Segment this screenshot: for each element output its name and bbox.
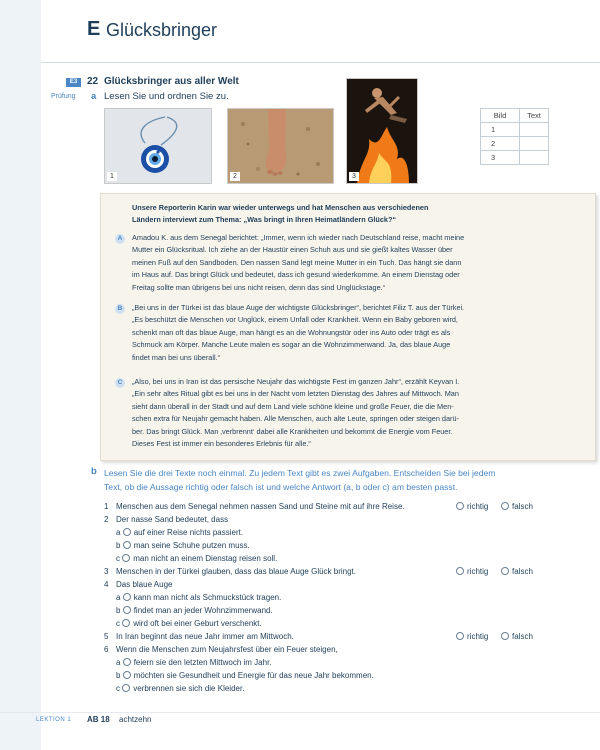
question-number: 4 (104, 580, 109, 589)
text-line: Mutter ein Glücksritual. Ich ziehe an der Haustür einen Schuh aus und sie gießt kaltes Wasser über (132, 245, 453, 255)
reading-text-box (100, 193, 596, 461)
option-text: man seine Schuhe putzen muss. (133, 541, 250, 550)
option-letter: a (116, 528, 121, 537)
text-line: schen extra für Neujahr gemacht haben. Alle Menschen, auch alte Leute, springen oder steigen darü- (132, 414, 459, 424)
photo-number: 3 (349, 172, 359, 181)
text-line: Amadou K. aus dem Senegal berichtet: „Immer, wenn ich wieder nach Deutschland reise, macht meine (132, 233, 465, 242)
option-text: findet man an jeder Wohnzimmerwand. (133, 606, 273, 615)
instruction-line: Text, ob die Aussage richtig oder falsch ist und welche Antwort (a, b oder c) am besten passt. (104, 482, 458, 492)
text-line: Freitag sollte man übrigens bei uns nicht reisen, denn das sind Unglückstage.“ (132, 282, 386, 292)
option-letter: b (116, 671, 121, 680)
task-a-label: a (91, 91, 97, 102)
q6-option-b[interactable] (116, 671, 374, 680)
question-number: 1 (104, 502, 109, 511)
section-title: Glücksbringer (106, 20, 218, 40)
text-line: meinen Fuß auf den Sandboden. Den nassen Sand legt meine Mutter in ein Tuch. Das hängt sie dann (132, 257, 462, 267)
photo-foot-sand (227, 108, 334, 184)
radio-circle-icon[interactable] (123, 541, 131, 549)
paragraph-badge-a: A (115, 234, 125, 244)
footer-lektion: LEKTION 1 (36, 717, 72, 723)
radio-circle-icon[interactable] (122, 684, 130, 692)
q5-richtig-option[interactable] (456, 632, 488, 641)
richtig-label: richtig (467, 502, 489, 511)
option-letter: a (116, 658, 121, 667)
photo-number: 1 (107, 172, 117, 181)
radio-circle-icon[interactable] (501, 632, 509, 640)
q5-falsch-option[interactable] (501, 632, 533, 641)
task-b-instruction (104, 466, 544, 494)
q1-richtig-option[interactable] (456, 502, 488, 511)
falsch-label: falsch (512, 567, 533, 576)
text-line: „Es beschützt die Menschen vor Unglück, einem Unfall oder Krankheit. Wenn ein Baby geboren wird, (132, 315, 458, 325)
radio-circle-icon[interactable] (122, 619, 130, 627)
intro-line: Unsere Reporterin Karin war wieder unterwegs und hat Menschen aus verschiedenen (132, 203, 429, 212)
task-b-label: b (91, 466, 97, 477)
question-4-text: Das blaue Auge (116, 580, 173, 589)
option-letter: b (116, 606, 121, 615)
text-line: „Ein sehr altes Ritual gibt es bei uns in der Nacht vom letzten Dienstag des Jahres auf Mittwoch. Man (132, 389, 459, 399)
q6-option-a[interactable] (116, 658, 272, 667)
footer-divider (0, 712, 600, 713)
option-text: kann man nicht als Schmuckstück tragen. (133, 593, 282, 602)
grid-row-num: 2 (481, 137, 520, 151)
radio-circle-icon[interactable] (456, 632, 464, 640)
task-a-instruction: Lesen Sie und ordnen Sie zu. (104, 91, 229, 102)
photo-evil-eye (104, 108, 212, 184)
option-text: verbrennen sie sich die Kleider. (133, 684, 245, 693)
exercise-title: Glücksbringer aus aller Welt (104, 76, 239, 87)
option-letter: b (116, 541, 121, 550)
radio-circle-icon[interactable] (456, 567, 464, 575)
grid-header-text: Text (520, 109, 549, 123)
pruefung-label: Prüfung (51, 93, 76, 100)
text-line: „Bei uns in der Türkei ist das blaue Auge der wichtigste Glücksbringer“, berichtet Filiz T. aus der Türkei. (132, 303, 465, 312)
radio-circle-icon[interactable] (501, 502, 509, 510)
exercise-badge: E3 (66, 78, 81, 87)
section-letter: E (87, 18, 101, 40)
q1-falsch-option[interactable] (501, 502, 533, 511)
text-line: „Also, bei uns in Iran ist das persische Neujahr das wichtigste Fest im ganzen Jahr“, erzählt Keyvan I. (132, 377, 460, 386)
q6-option-c[interactable] (116, 684, 244, 693)
matching-grid (480, 108, 549, 165)
option-text: man nicht an einem Dienstag reisen soll. (133, 554, 278, 563)
grid-answer-cell[interactable] (520, 137, 549, 151)
falsch-label: falsch (512, 502, 533, 511)
radio-circle-icon[interactable] (123, 658, 131, 666)
question-2-text: Der nasse Sand bedeutet, dass (116, 515, 229, 524)
intro-line: Ländern interviewt zum Thema: „Was bringt in Ihren Heimatländern Glück?“ (132, 215, 397, 224)
radio-circle-icon[interactable] (122, 554, 130, 562)
option-letter: c (116, 619, 120, 628)
radio-circle-icon[interactable] (123, 606, 131, 614)
q4-option-a[interactable] (116, 593, 281, 602)
photo-number: 2 (230, 172, 240, 181)
richtig-label: richtig (467, 567, 489, 576)
footer-page-word: achtzehn (119, 715, 152, 724)
option-text: wird oft bei einer Geburt verschenkt. (133, 619, 262, 628)
question-1-text: Menschen aus dem Senegal nehmen nassen Sand und Steine mit auf ihre Reise. (116, 502, 405, 511)
grid-row-num: 3 (481, 151, 520, 165)
radio-circle-icon[interactable] (123, 593, 131, 601)
instruction-line: Lesen Sie die drei Texte noch einmal. Zu jedem Text gibt es zwei Aufgaben. Entscheiden Sie bei jedem (104, 468, 496, 478)
grid-answer-cell[interactable] (520, 123, 549, 137)
grid-header-bild: Bild (481, 109, 520, 123)
radio-circle-icon[interactable] (123, 671, 131, 679)
question-number: 2 (104, 515, 109, 524)
text-line: schenkt man oft das blaue Auge, man hängt es an die Wohnungstür oder ins Auto oder trägt es als (132, 327, 451, 337)
option-letter: c (116, 554, 120, 563)
richtig-label: richtig (467, 632, 489, 641)
question-number: 6 (104, 645, 109, 654)
text-line: sieht dann überall in der Stadt und auf dem Land viele schöne kleine und große Feuer, die die Men- (132, 401, 454, 411)
grid-answer-cell[interactable] (520, 151, 549, 165)
option-letter: c (116, 684, 120, 693)
radio-circle-icon[interactable] (501, 567, 509, 575)
paragraph-badge-b: B (115, 304, 125, 314)
text-line: ber. Das bringt Glück. Man ‚verbrennt‘ dabei alle Krankheiten und bekommt die Energie vom Feuer. (132, 426, 453, 436)
text-intro (132, 202, 587, 226)
falsch-label: falsch (512, 632, 533, 641)
text-line: im Haus auf. Das bringt Glück und bedeutet, dass ich gesund wiederkomme. An einem Dienstag oder (132, 270, 460, 280)
text-line: Schmuck am Körper. Manche Leute malen es sogar an die Wohnzimmerwand. Ja, das blaue Auge (132, 340, 451, 350)
question-6-text: Wenn die Menschen zum Neujahrsfest über ein Feuer steigen, (116, 645, 338, 654)
radio-circle-icon[interactable] (456, 502, 464, 510)
q2-option-c[interactable] (116, 554, 277, 563)
q2-option-b[interactable] (116, 541, 250, 550)
paragraph-a (132, 232, 587, 294)
option-text: möchten sie Gesundheit und Energie für das neue Jahr bekommen. (133, 671, 374, 680)
q3-richtig-option[interactable] (456, 567, 488, 576)
option-text: auf einer Reise nichts passiert. (133, 528, 244, 537)
paragraph-c (132, 376, 587, 450)
paragraph-b (132, 302, 587, 364)
paragraph-badge-c: C (115, 378, 125, 388)
question-3-text: Menschen in der Türkei glauben, dass das blaue Auge Glück bringt. (116, 567, 356, 576)
grid-row-num: 1 (481, 123, 520, 137)
exercise-number: 22 (87, 76, 99, 87)
q3-falsch-option[interactable] (501, 567, 533, 576)
option-text: feiern sie den letzten Mittwoch im Jahr. (133, 658, 272, 667)
question-number: 3 (104, 567, 109, 576)
footer-page-number: AB 18 (87, 715, 110, 724)
q2-option-a[interactable] (116, 528, 243, 537)
question-number: 5 (104, 632, 109, 641)
text-line: findet man bei uns überall.“ (132, 352, 221, 362)
q4-option-c[interactable] (116, 619, 262, 628)
question-5-text: In Iran beginnt das neue Jahr immer am Mittwoch. (116, 632, 294, 641)
left-margin-band (0, 0, 41, 750)
text-line: Dieses Fest ist immer ein besonderes Erlebnis für alle.“ (132, 439, 311, 449)
radio-circle-icon[interactable] (123, 528, 131, 536)
q4-option-b[interactable] (116, 606, 273, 615)
option-letter: a (116, 593, 121, 602)
photo-fire-jump (346, 78, 418, 184)
